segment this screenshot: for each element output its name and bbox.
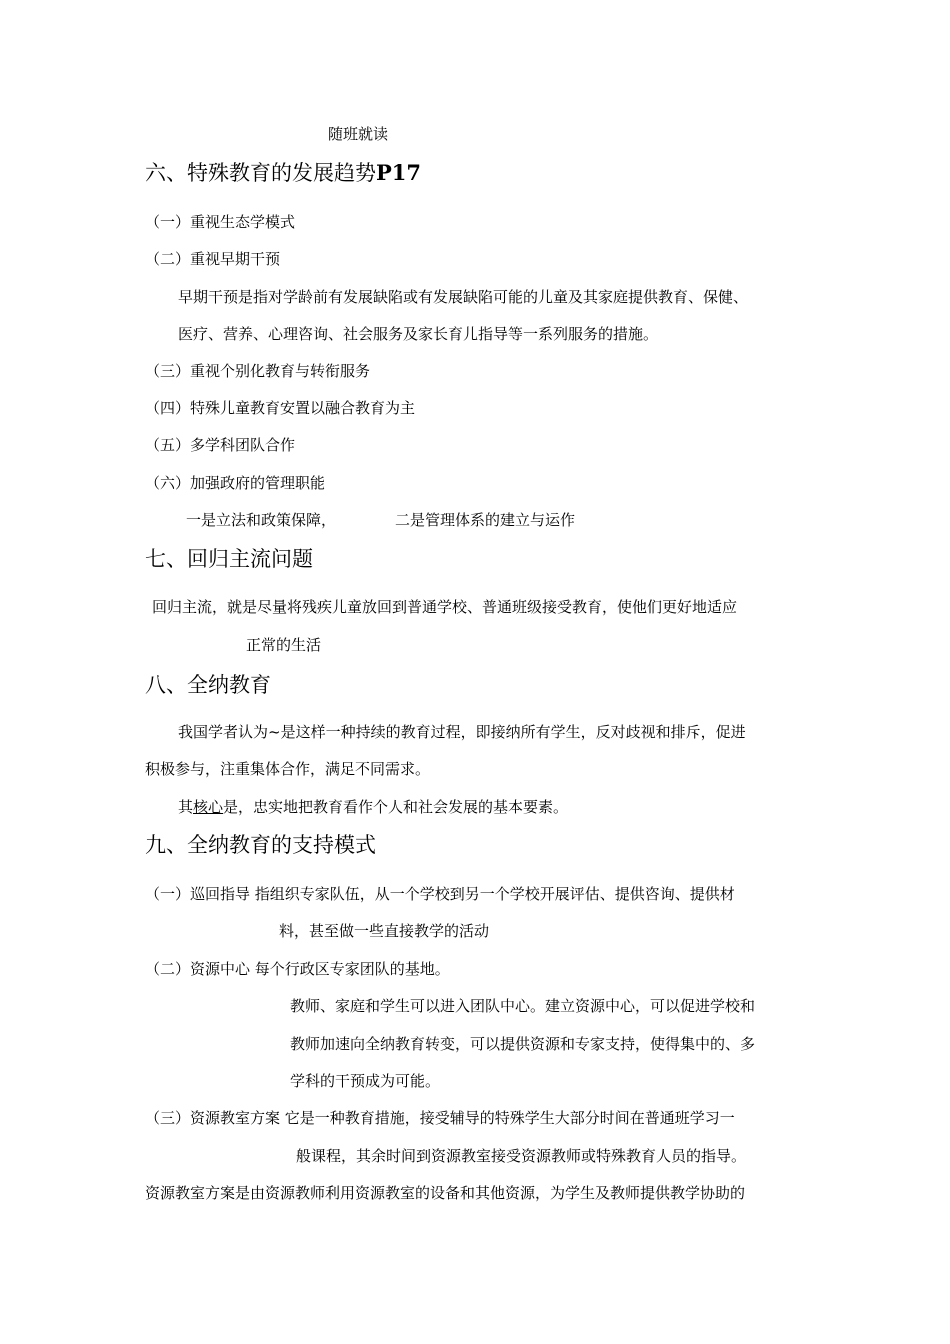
s9-item-2: （二）资源中心 每个行政区专家团队的基地。 — [145, 960, 450, 978]
s9-item-2-cont-2: 教师加速向全纳教育转变，可以提供资源和专家支持，使得集中的、多 — [290, 1035, 756, 1053]
section-7-heading: 七、回归主流问题 — [145, 547, 313, 571]
s6-item-1: （一）重视生态学模式 — [145, 213, 296, 231]
s9-item-2-cont-3: 学科的干预成为可能。 — [290, 1072, 441, 1090]
s6-item-5: （五）多学科团队合作 — [145, 436, 296, 454]
s8-para-3 — [178, 797, 568, 817]
section-8-heading: 八、全纳教育 — [145, 673, 271, 697]
s6-item-6-a: 一是立法和政策保障， — [186, 511, 337, 529]
section-6-heading-text: 六、特殊教育的发展趋势 — [145, 161, 376, 185]
s6-item-6: （六）加强政府的管理职能 — [145, 474, 326, 492]
section-6-heading — [145, 159, 421, 187]
s7-para-2: 正常的生活 — [246, 636, 322, 654]
s9-last-line: 资源教室方案是由资源教师利用资源教室的设备和其他资源，为学生及教师提供教学协助的 — [145, 1184, 746, 1202]
s8-para-3-post: 是，忠实地把教育看作个人和社会发展的基本要素。 — [223, 798, 569, 816]
s6-item-6-b: 二是管理体系的建立与运作 — [395, 511, 576, 529]
section-9-heading: 九、全纳教育的支持模式 — [145, 833, 376, 857]
s6-item-2-para-1: 早期干预是指对学龄前有发展缺陷或有发展缺陷可能的儿童及其家庭提供教育、保健、 — [178, 288, 749, 306]
s8-para-3-pre: 其 — [178, 798, 194, 816]
s6-item-2-para-2: 医疗、营养、心理咨询、社会服务及家长育儿指导等一系列服务的措施。 — [178, 325, 659, 343]
s9-item-3-cont: 般课程，其余时间到资源教室接受资源教师或特殊教育人员的指导。 — [296, 1147, 747, 1165]
s8-para-2: 积极参与，注重集体合作，满足不同需求。 — [145, 760, 431, 778]
s6-item-4: （四）特殊儿童教育安置以融合教育为主 — [145, 399, 416, 417]
s6-item-2: （二）重视早期干预 — [145, 250, 281, 268]
s8-core-underlined: 核心 — [193, 798, 224, 816]
s6-item-3: （三）重视个别化教育与转衔服务 — [145, 362, 371, 380]
top-line: 随班就读 — [328, 125, 389, 143]
s8-para-1: 我国学者认为~是这样一种持续的教育过程，即接纳所有学生，反对歧视和排斥，促进 — [178, 723, 746, 741]
s9-item-2-cont-1: 教师、家庭和学生可以进入团队中心。建立资源中心，可以促进学校和 — [290, 997, 756, 1015]
section-6-heading-page: P17 — [376, 160, 422, 185]
s9-item-3: （三）资源教室方案 它是一种教育措施，接受辅导的特殊学生大部分时间在普通班学习一 — [145, 1109, 735, 1127]
s7-para-1: 回归主流，就是尽量将残疾儿童放回到普通学校、普通班级接受教育，使他们更好地适应 — [152, 598, 738, 616]
s9-item-1-cont: 料，甚至做一些直接教学的活动 — [279, 922, 490, 940]
s9-item-1: （一）巡回指导 指组织专家队伍，从一个学校到另一个学校开展评估、提供咨询、提供材 — [145, 885, 735, 903]
